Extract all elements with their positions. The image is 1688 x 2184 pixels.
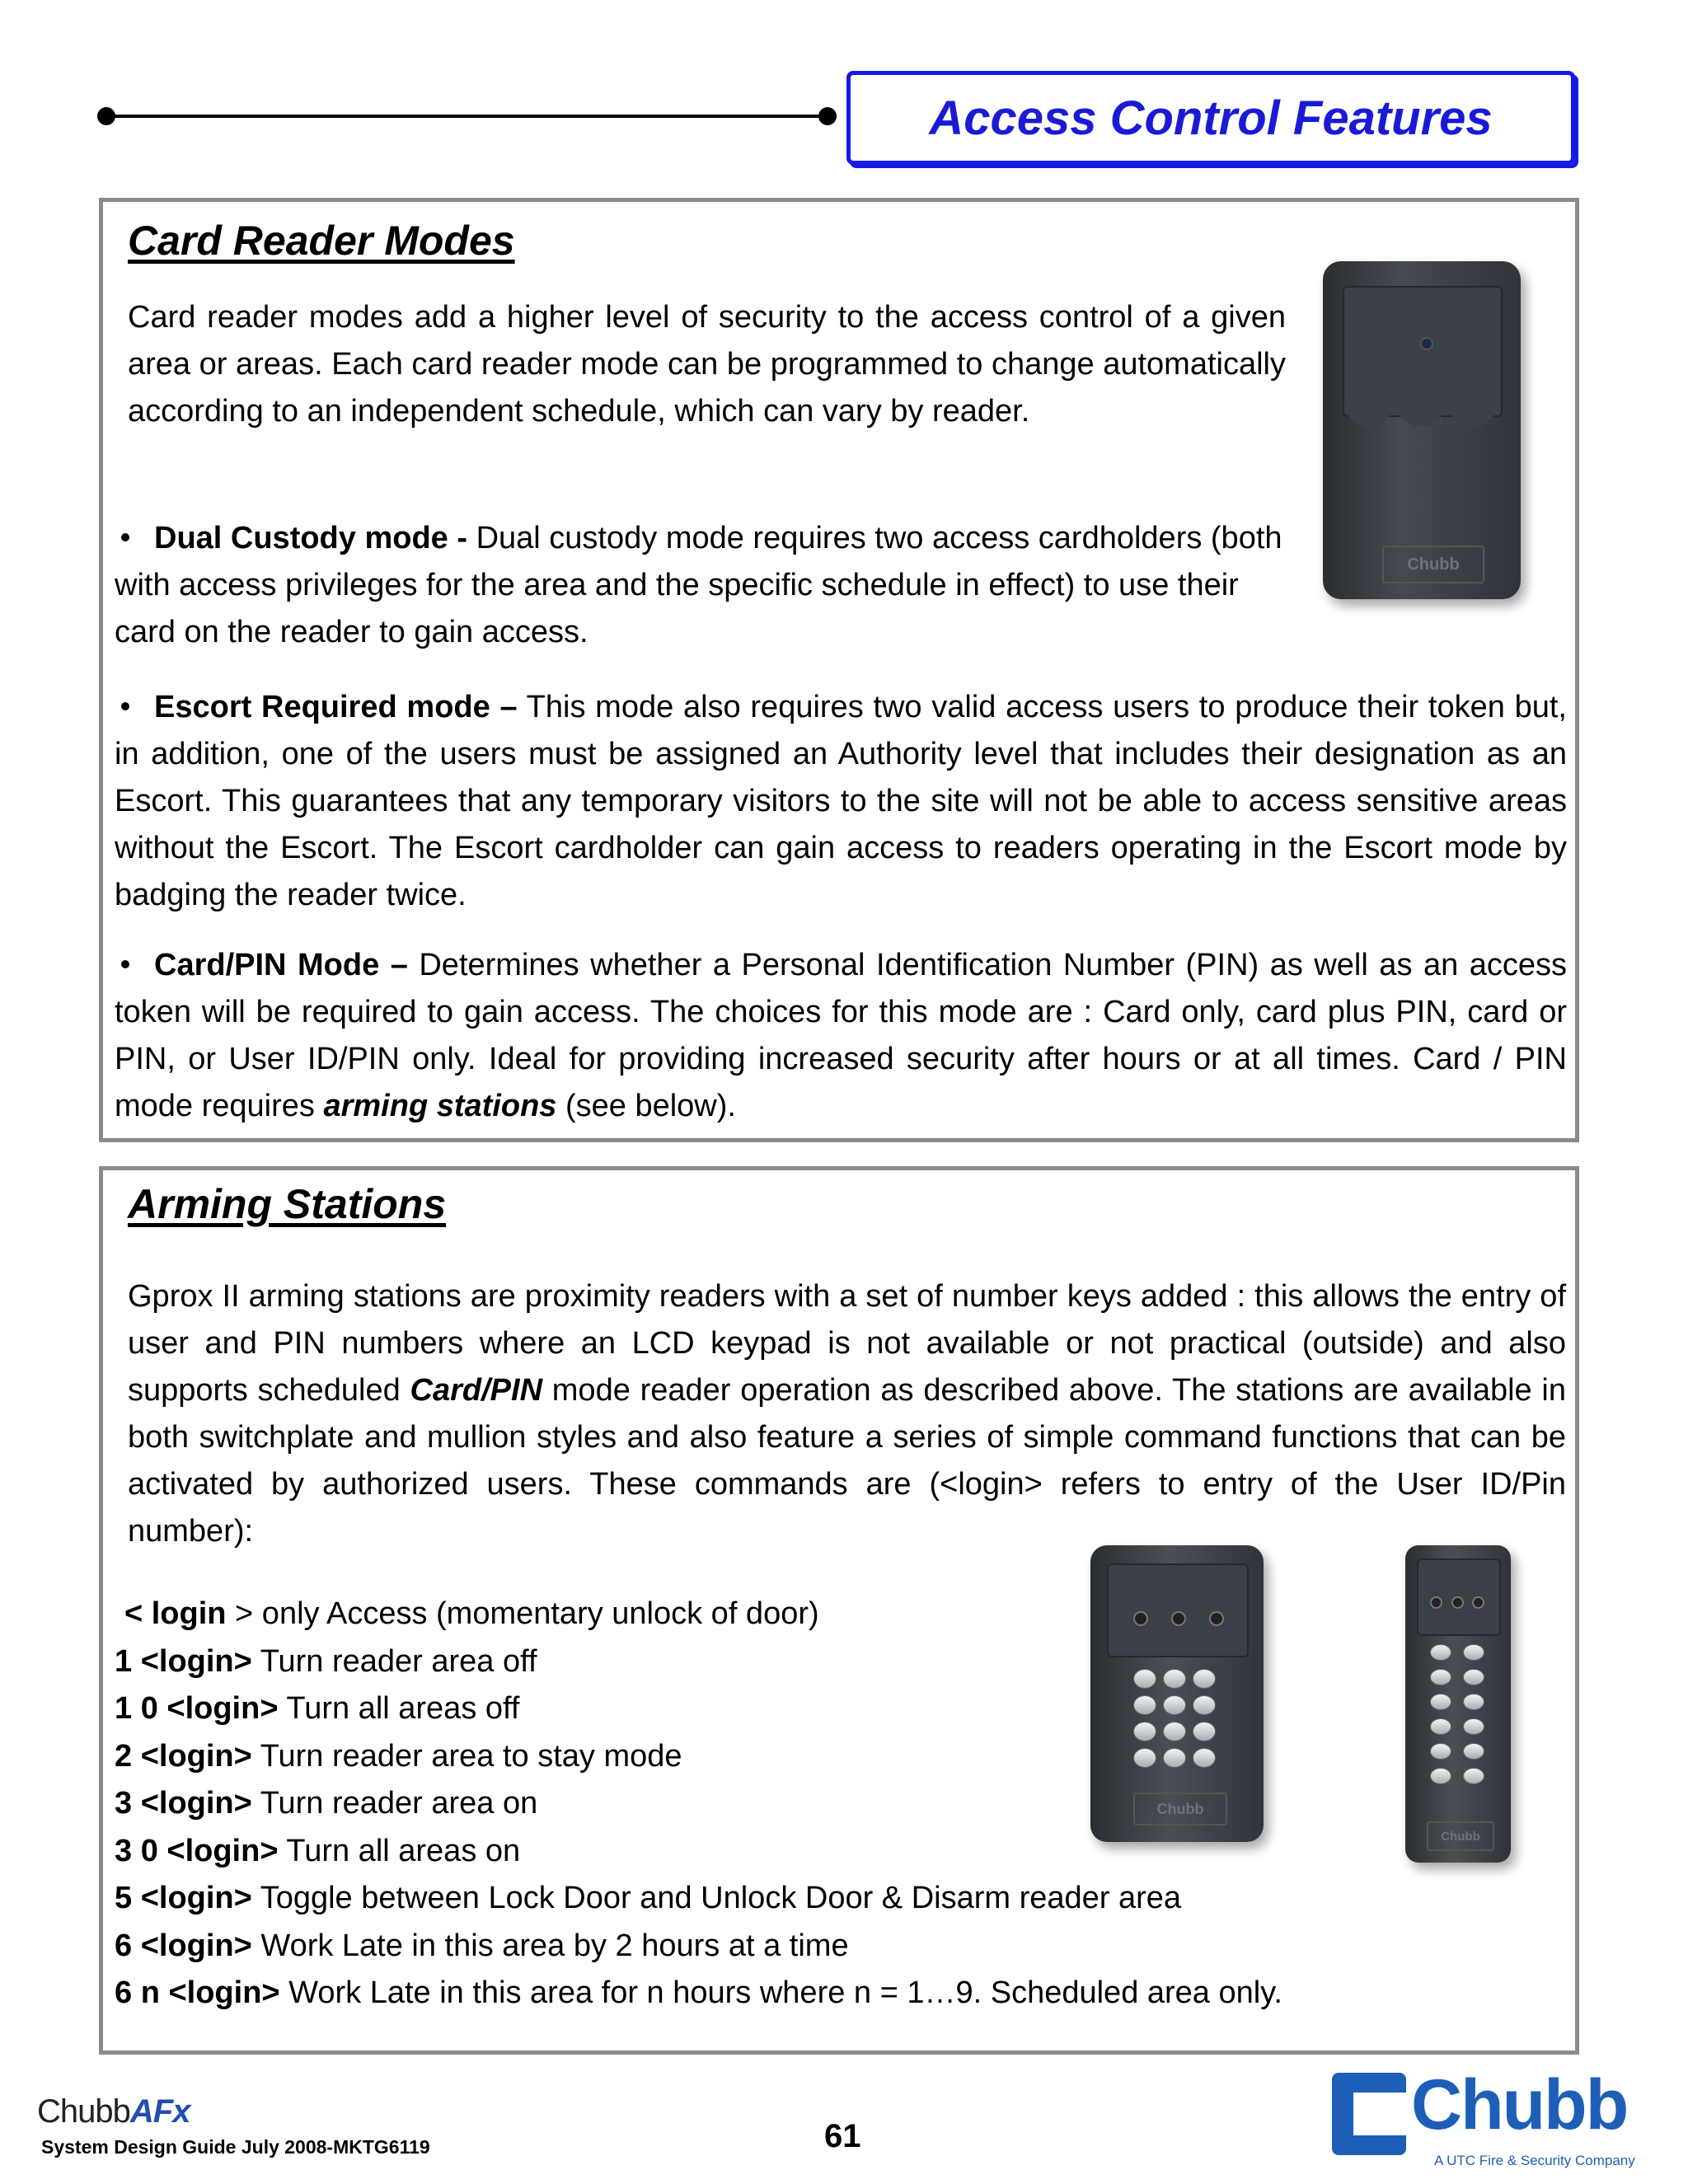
command-item: 5 <login> Toggle between Lock Door and Unlock Door & Disarm reader area (115, 1881, 1182, 1915)
arming-stations-intro: Gprox II arming stations are proximity readers with a set of number keys added : this allows the entry of user and PIN numbers where an LCD keypad is not available or not practical (outside) and also supports scheduled Card/PIN mode reader operation as described above. The stations are available in both switchplate and mullion styles and also feature a series of simple command functions that can be activated by authorized users. These commands are (<login> refers to entry of the User ID/Pin number): (128, 1279, 1567, 1549)
bullet-icon (121, 960, 129, 968)
command-item: 6 <login> Work Late in this area by 2 hours at a time (115, 1928, 849, 1963)
led-icon (1420, 337, 1433, 350)
section-title: Arming Stations (128, 1181, 447, 1227)
keypad-logo: Chubb (1427, 1821, 1494, 1851)
led-indicators-icon (1430, 1596, 1484, 1609)
header-rule (106, 115, 831, 118)
header-rule-dot-right (818, 107, 837, 125)
switchplate-keypad-image (1090, 1545, 1264, 1842)
card-pin-tail: (see below). (556, 1089, 736, 1123)
command-item: 1 0 <login> Turn all areas off (115, 1691, 520, 1726)
command-item: 3 <login> Turn reader area on (115, 1786, 538, 1821)
card-pin-label: Card/PIN Mode – (154, 948, 408, 982)
page-number: 61 (824, 2118, 861, 2154)
keypad-logo: Chubb (1133, 1793, 1227, 1825)
bullet-icon (121, 533, 129, 541)
footer-guide-label: System Design Guide July 2008-MKTG6119 (41, 2136, 430, 2158)
chubb-afx-logo: ChubbAFx (37, 2093, 190, 2130)
bullet-icon (121, 702, 129, 710)
card-pin-emphasis: Card/PIN (410, 1373, 543, 1408)
section-title: Card Reader Modes (128, 218, 515, 264)
proximity-reader-image (1323, 261, 1521, 599)
dual-custody-item (115, 515, 1285, 656)
card-reader-intro: Card reader modes add a higher level of security to the access control of a given area or areas. Each card reader mode can be programmed to change automatically according to an independent schedule, which can vary by reader. (128, 300, 1286, 429)
arming-stations-emphasis: arming stations (323, 1089, 557, 1123)
command-item: 2 <login> Turn reader area to stay mode (115, 1738, 682, 1774)
card-pin-item (115, 942, 1567, 1130)
keypad-icon (1133, 1669, 1216, 1768)
chubb-wordmark: Chubb (1411, 2065, 1628, 2144)
command-list (115, 1591, 1516, 2018)
card-reader-modes-section (99, 198, 1579, 1142)
dual-custody-label: Dual Custody mode - (154, 521, 468, 555)
reader-logo: Chubb (1382, 546, 1484, 583)
chubb-tagline: A UTC Fire & Security Company (1434, 2153, 1635, 2168)
keypad-icon (1430, 1644, 1484, 1784)
escort-item (115, 684, 1567, 919)
escort-text: This mode also requires two valid access users to produce their token but, in addition, one of the users must be assigned an Authority level that includes their designation as an Escort. This guarantees that any temporary visitors to the site will not be able to access sensitive areas without the Escort. The Escort cardholder can gain access to readers operating in the Escort mode by badging the reader twice. (115, 690, 1567, 912)
escort-label: Escort Required mode – (154, 690, 518, 724)
card-pin-text: Determines whether a Personal Identification Number (PIN) as well as an access token will be required to gain access. The choices for this mode are : Card only, card plus PIN, card or PIN, or User ID/PIN only. Ideal for providing increased security after hours or at all times. Card / PIN mode requires (115, 948, 1567, 1123)
header-title-box (846, 71, 1575, 165)
command-item: 1 <login> Turn reader area off (115, 1643, 537, 1679)
mullion-keypad-image (1405, 1545, 1511, 1863)
dual-custody-text: Dual custody mode requires two access cardholders (both with access privileges for the area and the specific schedule in effect) to use their card on the reader to gain access. (115, 521, 1282, 649)
page-title: Access Control Features (929, 91, 1493, 145)
arming-stations-section (99, 1166, 1579, 2055)
command-item: 6 n <login> Work Late in this area for n hours where n = 1…9. Scheduled area only. (115, 1975, 1282, 2010)
led-indicators-icon (1133, 1611, 1224, 1626)
command-item: 3 0 <login> Turn all areas on (115, 1833, 521, 1868)
command-item: < login > only Access (momentary unlock of door) (124, 1596, 819, 1631)
header-rule-dot-left (97, 107, 115, 125)
chubb-c-logo-icon (1332, 2073, 1406, 2155)
